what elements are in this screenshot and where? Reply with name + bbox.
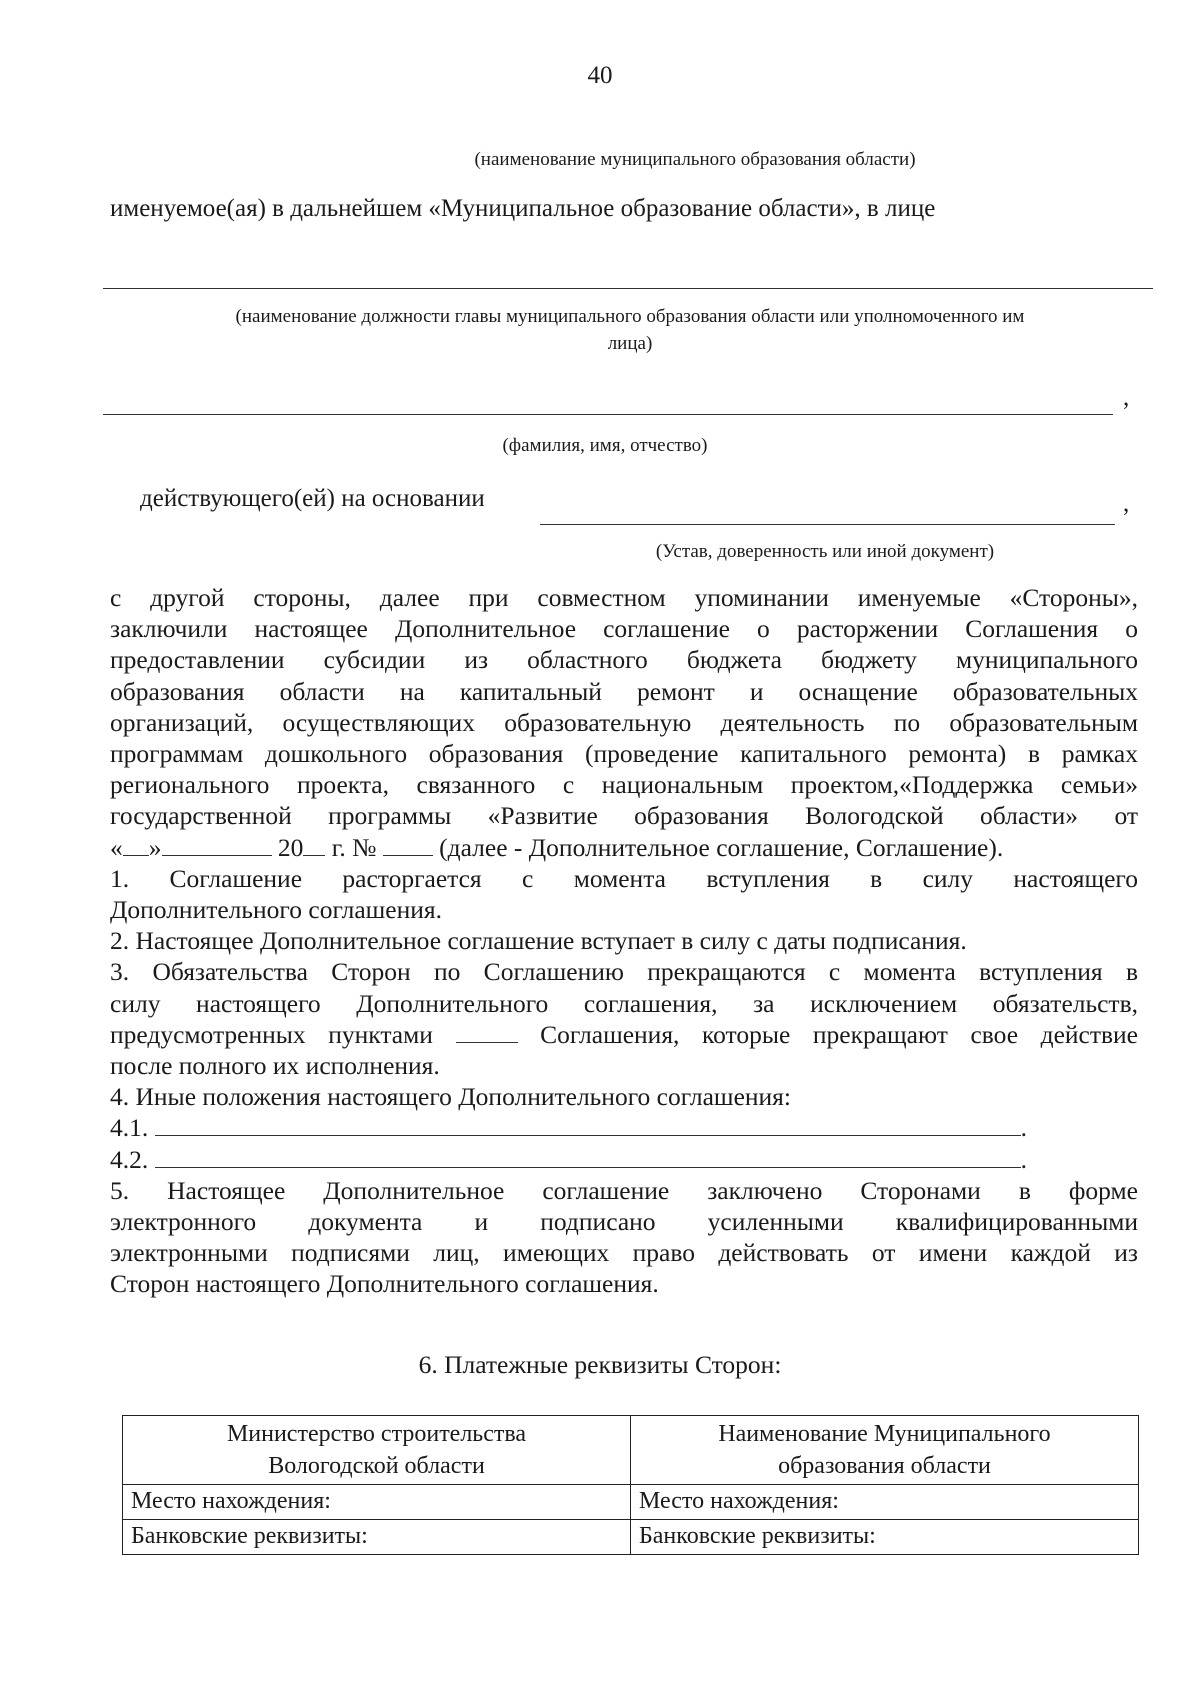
p3-line: [110, 1019, 1138, 1050]
p4-1-period: .: [1020, 1113, 1027, 1143]
p1-line: 1. Соглашение расторгается с момента вступления в силу настоящего: [110, 863, 1138, 893]
right-location-cell: Место нахождения:: [631, 1485, 1139, 1520]
p4-line: 4. Иные положения настоящего Дополнительного соглашения:: [110, 1082, 791, 1112]
p5-line: электронного документа и подписано усиленными квалифицированными: [110, 1207, 1138, 1237]
intro-line: предоставлении субсидии из областного бюджета бюджету муниципального: [110, 645, 1138, 675]
payment-details-table: [122, 1415, 1139, 1555]
table-row: [123, 1520, 1139, 1555]
section-6-title: 6. Платежные реквизиты Сторон:: [418, 1350, 782, 1379]
blank-line-head-position: [103, 288, 1153, 289]
blank-line-basis: [540, 524, 1115, 525]
date-line: [110, 832, 1138, 863]
p1-line: Дополнительного соглашения.: [110, 895, 443, 925]
blank-number: [383, 835, 433, 856]
acting-on-basis-text: действующего(ей) на основании: [140, 485, 485, 512]
blank-items: [456, 1022, 518, 1043]
table-row: [123, 1485, 1139, 1520]
comma-after-basis: ,: [1123, 490, 1130, 517]
p4-1-line: [110, 1112, 1138, 1143]
blank-day: [123, 835, 149, 856]
intro-line: организаций, осуществляющих образовательную деятельность по образовательным: [110, 707, 1138, 737]
left-bank-cell: Банковские реквизиты:: [123, 1520, 631, 1555]
agreement-body: [110, 582, 1138, 1300]
p4-2-label: 4.2.: [110, 1144, 149, 1174]
intro-line: регионального проекта, связанного с национальным проектом,«Поддержка семьи»: [110, 770, 1138, 800]
p2-line: 2. Настоящее Дополнительное соглашение вступает в силу с даты подписания.: [110, 926, 967, 956]
intro-line: программам дошкольного образования (проведение капитального ремонта) в рамках: [110, 739, 1138, 769]
named-as-text: именуемое(ая) в дальнейшем «Муниципальное образование области», в лице: [110, 195, 936, 222]
intro-line: заключили настоящее Дополнительное соглашение о расторжении Соглашения о: [110, 614, 1138, 644]
caption-full-name: (фамилия, имя, отчество): [502, 435, 708, 456]
p3-line: 3. Обязательства Сторон по Соглашению прекращаются с момента вступления в: [110, 957, 1138, 987]
p3-line: после полного их исполнения.: [110, 1051, 440, 1081]
right-party-header-line1: Наименование Муниципального: [718, 1421, 1051, 1447]
p3-line: силу настоящего Дополнительного соглашения, за исключением обязательств,: [110, 988, 1138, 1018]
blank-line-full-name: [103, 414, 1113, 415]
caption-municipality-name: (наименование муниципального образования области): [474, 149, 916, 170]
caption-basis-document: (Устав, доверенность или иной документ): [655, 541, 995, 562]
p3-line3-end: Соглашения, которые прекращают свое действие: [540, 1019, 1139, 1049]
right-party-header-line2: образования области: [778, 1453, 991, 1479]
comma-after-full-name: ,: [1123, 384, 1130, 411]
date-year: 20: [277, 832, 304, 862]
left-party-header: [123, 1416, 631, 1485]
caption-head-position-line1: (наименование должности главы муниципального образования области или уполномоченного им: [235, 306, 1025, 327]
intro-line: государственной программы «Развитие образования Вологодской области» от: [110, 801, 1138, 831]
blank-item-4-2: [155, 1147, 1021, 1168]
caption-head-position: [110, 303, 1150, 357]
p4-2-line: [110, 1144, 1138, 1175]
right-party-header: [631, 1416, 1139, 1485]
page-number: 40: [587, 62, 613, 89]
table-header-row: [123, 1416, 1139, 1485]
p4-1-label: 4.1.: [110, 1113, 149, 1143]
intro-line: с другой стороны, далее при совместном упоминании именуемые «Стороны»,: [110, 583, 1138, 612]
intro-line: образования области на капитальный ремонт и оснащение образовательных: [110, 676, 1138, 706]
date-tail: (далее - Дополнительное соглашение, Соглашение).: [439, 832, 1004, 862]
p4-2-period: .: [1020, 1144, 1027, 1174]
left-party-header-line2: Вологодской области: [268, 1453, 485, 1479]
left-party-header-line1: Министерство строительства: [226, 1421, 527, 1447]
caption-head-position-line2: лица): [607, 333, 653, 354]
date-open-quote: «: [110, 832, 123, 862]
date-number-label: г. №: [331, 832, 377, 862]
p5-line: 5. Настоящее Дополнительное соглашение заключено Сторонами в форме: [110, 1175, 1138, 1205]
p3-line3-start: предусмотренных пунктами: [110, 1019, 433, 1049]
right-bank-cell: Банковские реквизиты:: [631, 1520, 1139, 1555]
blank-year: [303, 835, 325, 856]
date-close-quote: »: [148, 832, 162, 862]
p5-line: Сторон настоящего Дополнительного соглашения.: [110, 1269, 659, 1299]
p5-line: электронными подписями лиц, имеющих право действовать от имени каждой из: [110, 1238, 1138, 1268]
left-location-cell: Место нахождения:: [123, 1485, 631, 1520]
blank-item-4-1: [155, 1115, 1021, 1136]
blank-month: [162, 835, 272, 856]
